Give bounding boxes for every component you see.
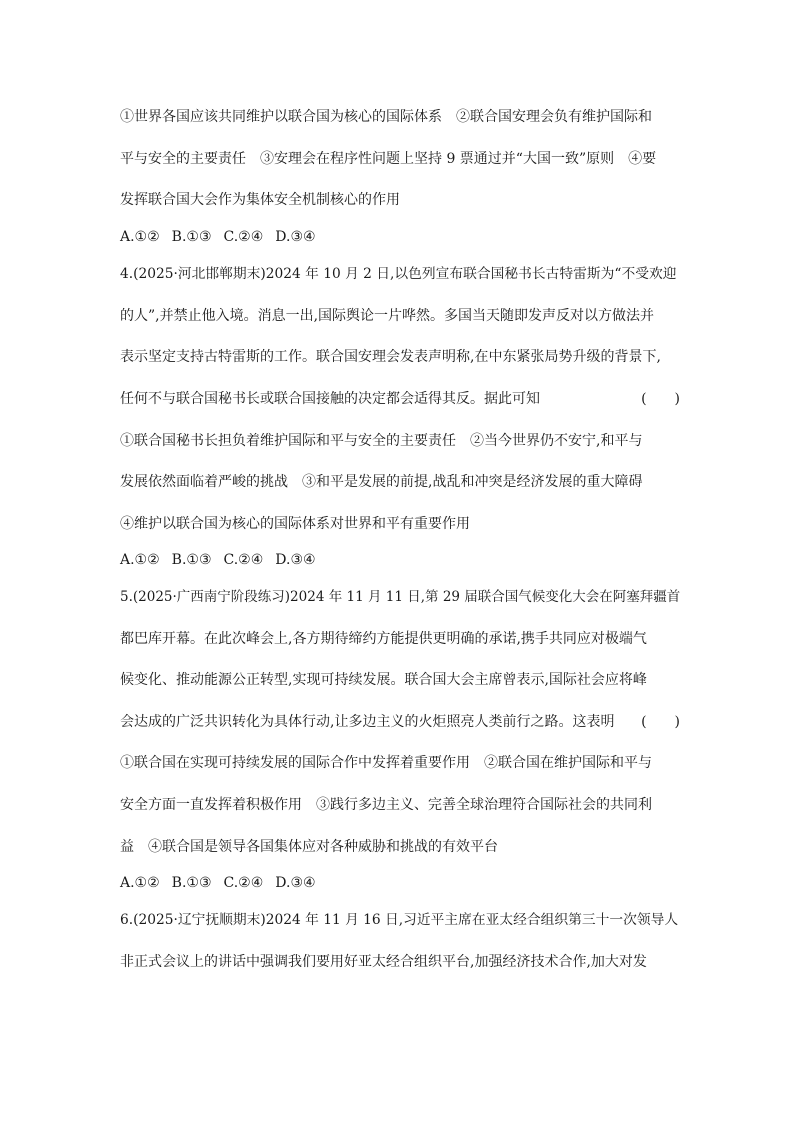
q5-option-d: D.③④ [275,875,316,891]
q5-option-a: A.①② [120,875,160,891]
q3-statement-line-3: 发挥联合国大会作为集体安全机制核心的作用 [120,192,400,208]
q5-answer-blank: ( ) [641,714,680,730]
q6-stem-line-2: 非正式会议上的讲话中强调我们要用好亚太经合组织平台,加强经济技术合作,加大对发 [120,954,647,970]
q5-options [120,873,680,893]
q4-option-d: D.③④ [275,552,316,568]
q3-option-b: B.①③ [171,229,212,245]
q4-stem-line-4 [120,389,680,409]
q5-stem-line-1: 5.(2025·广西南宁阶段练习)2024 年 11 月 11 日,第 29 届联合国气候变化大会在阿塞拜疆首 [120,589,681,605]
q4-options [120,550,680,570]
q3-option-a: A.①② [120,229,160,245]
q5-stem-line-3: 候变化、推动能源公正转型,实现可持续发展。联合国大会主席曾表示,国际社会应将峰 [120,672,647,688]
q3-option-c: C.②④ [223,229,264,245]
q5-stem-line-2: 都巴库开幕。在此次峰会上,各方期待缔约方能提供更明确的承诺,携手共同应对极端气 [120,631,647,647]
q5-option-c: C.②④ [223,875,264,891]
q3-statement-line-2: 平与安全的主要责任 ③安理会在程序性问题上坚持 9 票通过并“大国一致”原则 ④要 [120,151,657,167]
q4-stem-line-1: 4.(2025·河北邯郸期末)2024 年 10 月 2 日,以色列宣布联合国秘书长古特雷斯为“不受欢迎 [120,266,677,282]
q6-stem-line-1: 6.(2025·辽宁抚顺期末)2024 年 11 月 16 日,习近平主席在亚太经合组织第三十一次领导人 [120,912,679,928]
q3-option-d: D.③④ [275,229,316,245]
q5-statement-line-3: 益 ④联合国是领导各国集体应对各种威胁和挑战的有效平台 [120,839,498,855]
q4-statement-line-2: 发展依然面临着严峻的挑战 ③和平是发展的前提,战乱和冲突是经济发展的重大障碍 [120,474,643,490]
q3-options [120,227,680,247]
q5-statement-line-2: 安全方面一直发挥着积极作用 ③践行多边主义、完善全球治理符合国际社会的共同利 [120,797,652,813]
q4-statement-line-1: ①联合国秘书长担负着维护国际和平与安全的主要责任 ②当今世界仍不安宁,和平与 [120,433,643,449]
q4-stem-text: 任何不与联合国秘书长或联合国接触的决定都会适得其反。据此可知 [120,391,540,407]
q3-statement-line-1: ①世界各国应该共同维护以联合国为核心的国际体系 ②联合国安理会负有维护国际和 [120,109,652,125]
q4-option-b: B.①③ [171,552,212,568]
q5-statement-line-1: ①联合国在实现可持续发展的国际合作中发挥着重要作用 ②联合国在维护国际和平与 [120,755,652,771]
q4-option-a: A.①② [120,552,160,568]
q5-stem-line-4 [120,712,680,732]
q4-stem-line-2: 的人”,并禁止他入境。消息一出,国际舆论一片哗然。多国当天随即发声反对以方做法并 [120,308,655,324]
q4-option-c: C.②④ [223,552,264,568]
q5-stem-text: 会达成的广泛共识转化为具体行动,让多边主义的火炬照亮人类前行之路。这表明 [120,714,615,730]
q4-statement-line-3: ④维护以联合国为核心的国际体系对世界和平有重要作用 [120,516,470,532]
q5-option-b: B.①③ [171,875,212,891]
q4-answer-blank: ( ) [641,391,680,407]
q4-stem-line-3: 表示坚定支持古特雷斯的工作。联合国安理会发表声明称,在中东紧张局势升级的背景下, [120,349,661,365]
